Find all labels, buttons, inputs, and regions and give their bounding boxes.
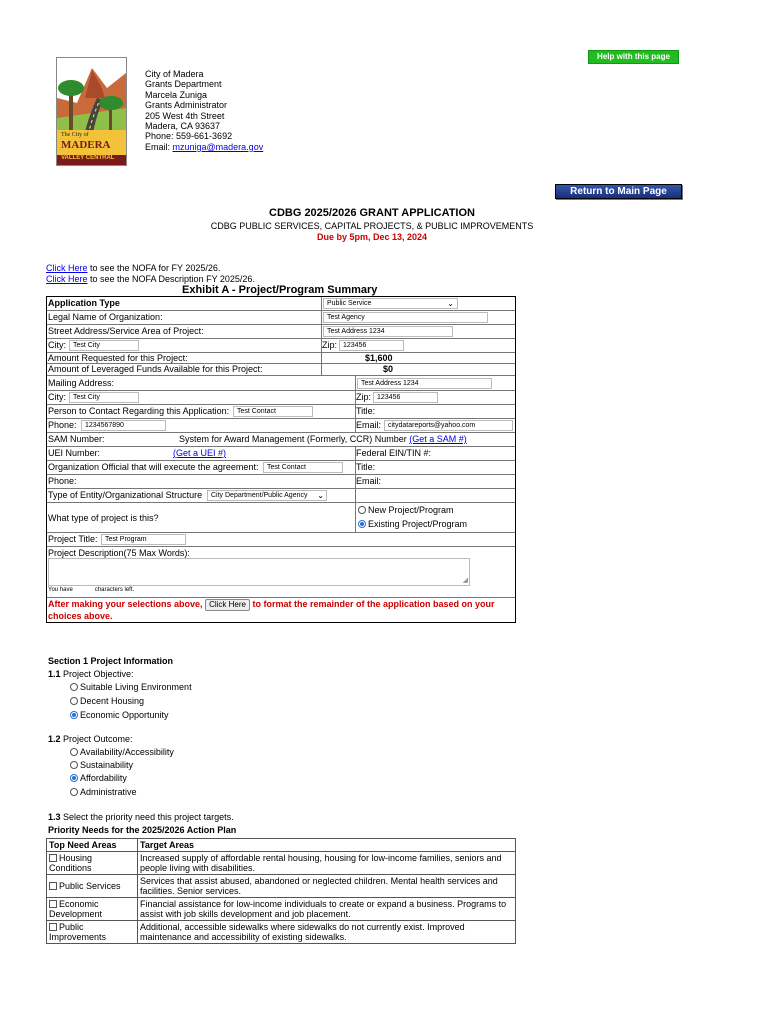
addr-line: Phone: 559-661-3692 [145,131,233,142]
phone-input[interactable]: 1234567890 [81,420,166,431]
page-title: CDBG 2025/2026 GRANT APPLICATION [269,207,475,219]
zip-label: Zip: [322,340,338,350]
table-row [47,852,516,875]
uei-label: UEI Number: [48,448,101,458]
radio-icon[interactable] [70,788,78,796]
radio-icon[interactable] [70,697,78,705]
logo-text-2: MADERA [61,139,111,151]
objective-option[interactable]: Decent Housing [70,696,144,706]
entity-select[interactable]: City Department/Public Agency ⌄ [207,490,327,501]
city-input[interactable]: Test City [69,340,139,351]
exhibit-title: Exhibit A - Project/Program Summary [182,284,378,296]
instruction-text-2: choices above. [48,611,113,621]
table-row [47,921,516,944]
ein-label: Federal EIN/TIN #: [356,448,432,458]
phone-label: Phone: [48,420,77,430]
phone2-label: Phone: [48,476,77,486]
radio-checked-icon[interactable] [358,520,366,528]
need-cell[interactable]: Public Improvements [47,921,138,944]
email-input[interactable]: citydatareports@yahoo.com [384,420,513,431]
sam-text: System for Award Management (Formerly, CCR) Number (Get a SAM #) [179,434,467,444]
target-cell: Additional, accessible sidewalks where sidewalks do not currently exist. Improved maintenance and accessibility of existing sidewalks. [138,921,516,944]
objective-option[interactable]: Economic Opportunity [70,710,169,720]
amount-value: $1,600 [365,353,393,363]
description-label: Project Description(75 Max Words): [48,548,190,558]
table-row [47,875,516,898]
legal-name-label: Legal Name of Organization: [48,312,163,322]
target-cell: Increased supply of affordable rental housing, housing for low-income families, seniors and people living with disabilities. [138,852,516,875]
addr-line: Madera, CA 93637 [145,121,221,132]
email-link[interactable]: mzuniga@madera.gov [172,141,264,152]
legal-name-input[interactable]: Test Agency [323,312,488,323]
objective-option[interactable]: Suitable Living Environment [70,682,192,692]
title-label: Title: [356,406,376,416]
priority-title: Priority Needs for the 2025/2026 Action Plan [48,825,237,835]
amount-label: Amount Requested for this Project: [48,353,188,363]
email2-label: Email: [356,476,382,486]
project-type-option-existing[interactable]: Existing Project/Program [358,519,467,529]
page-subtitle: CDBG PUBLIC SERVICES, CAPITAL PROJECTS, & PUBLIC IMPROVEMENTS [210,221,534,231]
priority-needs-table [46,838,516,944]
need-cell[interactable]: Housing Conditions [47,852,138,875]
email-label: Email: [356,420,382,430]
radio-icon[interactable] [70,683,78,691]
radio-icon[interactable] [358,506,366,514]
need-cell[interactable]: Public Services [47,875,138,898]
project-title-label: Project Title: [48,534,98,544]
street-label: Street Address/Service Area of Project: [48,326,204,336]
question-1-3: 1.3 Select the priority need this project targets. [48,812,234,822]
target-cell: Financial assistance for low-income individuals to create or expand a business. Programs to assist with job skills development and job placement. [138,898,516,921]
question-1-2: 1.2 Project Outcome: [48,734,133,744]
radio-checked-icon[interactable] [70,774,78,782]
leveraged-label: Amount of Leveraged Funds Available for this Project: [48,364,263,374]
addr-line: 205 West 4th Street [145,110,225,121]
addr-line: City of Madera [145,69,204,79]
checkbox-icon[interactable] [49,900,57,908]
project-type-option-new[interactable]: New Project/Program [358,505,454,515]
application-type-select[interactable]: Public Service ⌄ [323,298,458,309]
format-click-here-button[interactable]: Click Here [205,599,250,611]
sam-label: SAM Number: [48,434,105,444]
city-label: City: [48,340,66,350]
resize-handle-icon[interactable]: ◢ [462,577,468,584]
mailing-input[interactable]: Test Address 1234 [357,378,492,389]
checkbox-icon[interactable] [49,882,57,890]
street-input[interactable]: Test Address 1234 [323,326,453,337]
contact-input[interactable]: Test Contact [233,406,313,417]
question-1-1: 1.1 Project Objective: [48,669,134,679]
application-type-label: Application Type [48,298,120,308]
outcome-option[interactable]: Sustainability [70,760,133,770]
addr-line: Grants Administrator [145,100,228,111]
nofa-description-link[interactable]: Click Here [46,274,88,284]
nofa-line-1: Click Here to see the NOFA for FY 2025/26. [46,263,221,273]
city-logo [56,57,127,166]
radio-checked-icon[interactable] [70,711,78,719]
zip-input[interactable]: 123456 [339,340,404,351]
contact-label: Person to Contact Regarding this Application: [48,406,230,416]
official-label: Organization Official that will execute the agreement: [48,462,259,472]
logo-text-3: VALLEY CENTRAL [61,155,115,161]
mailing-label: Mailing Address: [48,378,115,388]
outcome-option[interactable]: Affordability [70,773,127,783]
chevron-down-icon: ⌄ [447,299,454,308]
table-header-row [47,839,516,852]
checkbox-icon[interactable] [49,854,57,862]
radio-icon[interactable] [70,761,78,769]
addr-email-row [145,142,263,152]
project-summary-form [46,296,516,623]
addr-line: Marcela Zuniga [145,89,208,100]
return-to-main-button[interactable]: Return to Main Page [555,184,682,199]
city2-label: City: [48,392,66,402]
chevron-down-icon: ⌄ [317,491,324,500]
nofa-line-2: Click Here to see the NOFA Description FY 2025/26. [46,274,255,284]
logo-text-1: The City of [61,132,89,138]
outcome-option[interactable]: Administrative [70,787,137,797]
get-uei-link[interactable]: (Get a UEI #) [173,448,227,458]
help-button[interactable]: Help with this page [588,50,679,64]
radio-icon[interactable] [70,748,78,756]
column-header: Top Need Areas [47,839,138,852]
zip2-label: Zip: [356,392,372,402]
entity-label: Type of Entity/Organizational Structure [48,490,203,500]
city2-input[interactable]: Test City [69,392,139,403]
table-row [47,898,516,921]
zip2-input[interactable]: 123456 [373,392,438,403]
official-input[interactable]: Test Contact [263,462,343,473]
project-type-label: What type of project is this? [48,513,159,523]
chars-left-text: You have characters left. [48,587,135,593]
section-1-title: Section 1 Project Information [48,656,174,666]
checkbox-icon[interactable] [49,923,57,931]
get-sam-link[interactable]: (Get a SAM #) [409,434,467,444]
target-cell: Services that assist abused, abandoned or neglected children. Mental health services and facilities. Senior services. [138,875,516,898]
addr-line: Grants Department [145,79,222,90]
leveraged-value: $0 [383,364,394,374]
outcome-option[interactable]: Availability/Accessibility [70,747,174,757]
email-label: Email: [145,141,173,152]
instruction-text: After making your selections above, Click Here to format the remainder of the application based on your [48,599,495,609]
title2-label: Title: [356,462,376,472]
contact-address [145,69,263,152]
need-cell[interactable]: Economic Development [47,898,138,921]
project-title-input[interactable]: Test Program [101,534,186,545]
column-header: Target Areas [138,839,516,852]
nofa-link[interactable]: Click Here [46,263,88,273]
description-textarea[interactable] [48,558,470,586]
due-date: Due by 5pm, Dec 13, 2024 [316,232,428,242]
